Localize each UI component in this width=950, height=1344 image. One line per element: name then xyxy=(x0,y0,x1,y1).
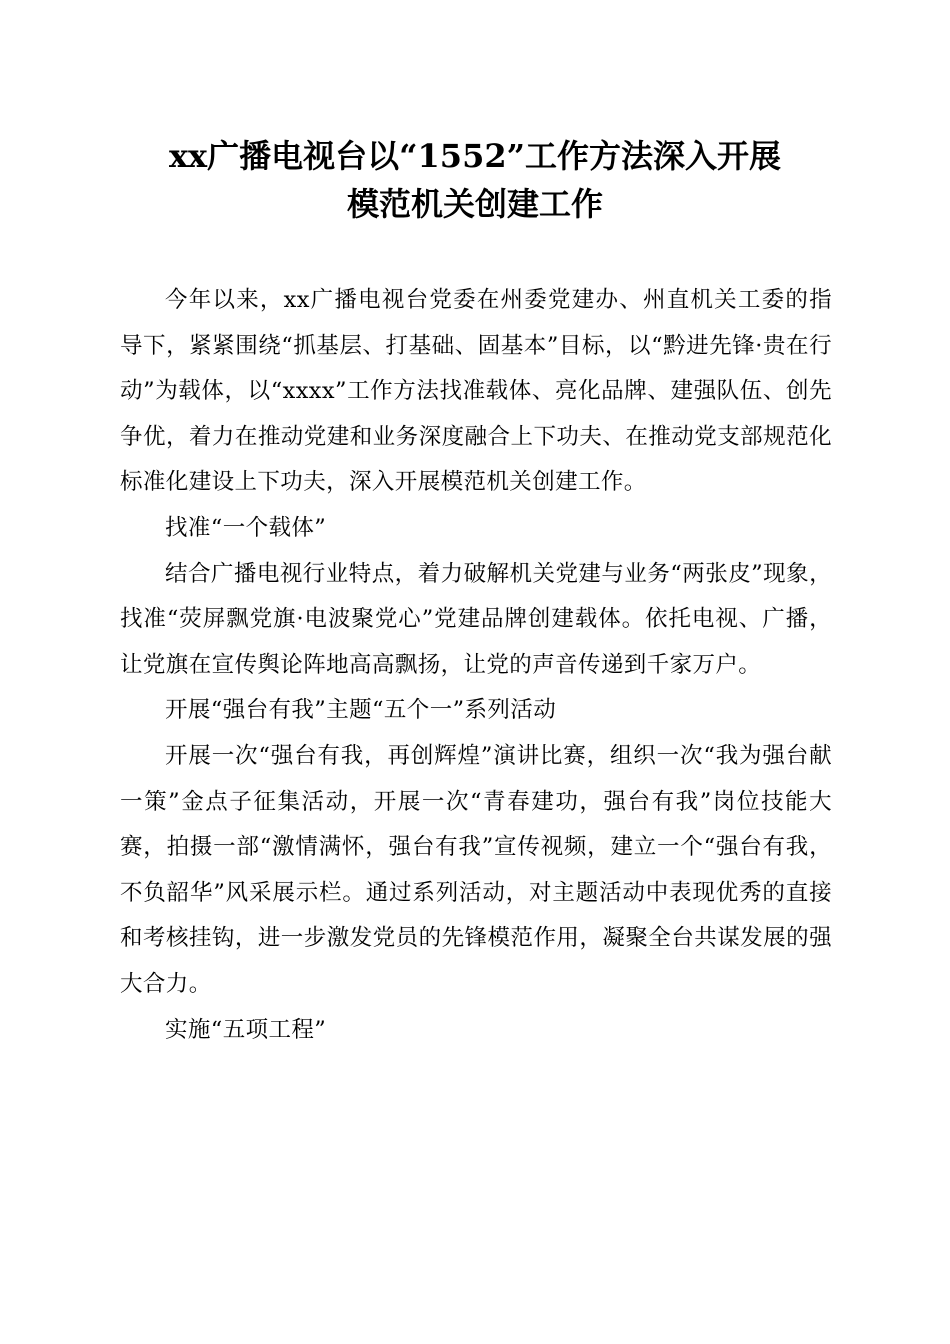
section-heading-projects: 实施“五项工程” xyxy=(165,1016,327,1043)
activities-paragraph: 开展一次“强台有我，再创辉煌”演讲比赛，组织一次“我为强台献一策”金点子征集活动，开展一次“青春建功，强台有我”岗位技能大赛，拍摄一部“激情满怀，强台有我”宣传视频，建立一个“强台有我，不负韶华”风采展示栏。通过系列活动，对主题活动中表现优秀的直接和考核挂钩，进一步激发党员的先锋模范作用，凝聚全台共谋发展的强大合力。 xyxy=(120,742,832,997)
section-heading-activities: 开展“强台有我”主题“五个一”系列活动 xyxy=(165,697,557,724)
document-title xyxy=(100,132,850,228)
title-line-2: 模范机关创建工作 xyxy=(346,185,603,223)
document-body xyxy=(120,278,832,1053)
intro-paragraph: 今年以来，xx广播电视台党委在州委党建办、州直机关工委的指导下，紧紧围绕“抓基层、打基础、固基本”目标，以“黔进先锋·贵在行动”为载体，以“xxxx”工作方法找准载体、亮化品牌、建强队伍、创先争优，着力在推动党建和业务深度融合上下功夫、在推动党支部规范化标准化建设上下功夫，深入开展模范机关创建工作。 xyxy=(120,287,832,496)
title-line-1: xx广播电视台以“1552”工作方法深入开展 xyxy=(168,137,782,175)
carrier-paragraph: 结合广播电视行业特点，着力破解机关党建与业务“两张皮”现象，找准“荧屏飘党旗·电波聚党心”党建品牌创建载体。依托电视、广播，让党旗在宣传舆论阵地高高飘扬，让党的声音传递到千家万户。 xyxy=(120,560,832,678)
section-heading-carrier: 找准“一个载体” xyxy=(165,514,327,541)
